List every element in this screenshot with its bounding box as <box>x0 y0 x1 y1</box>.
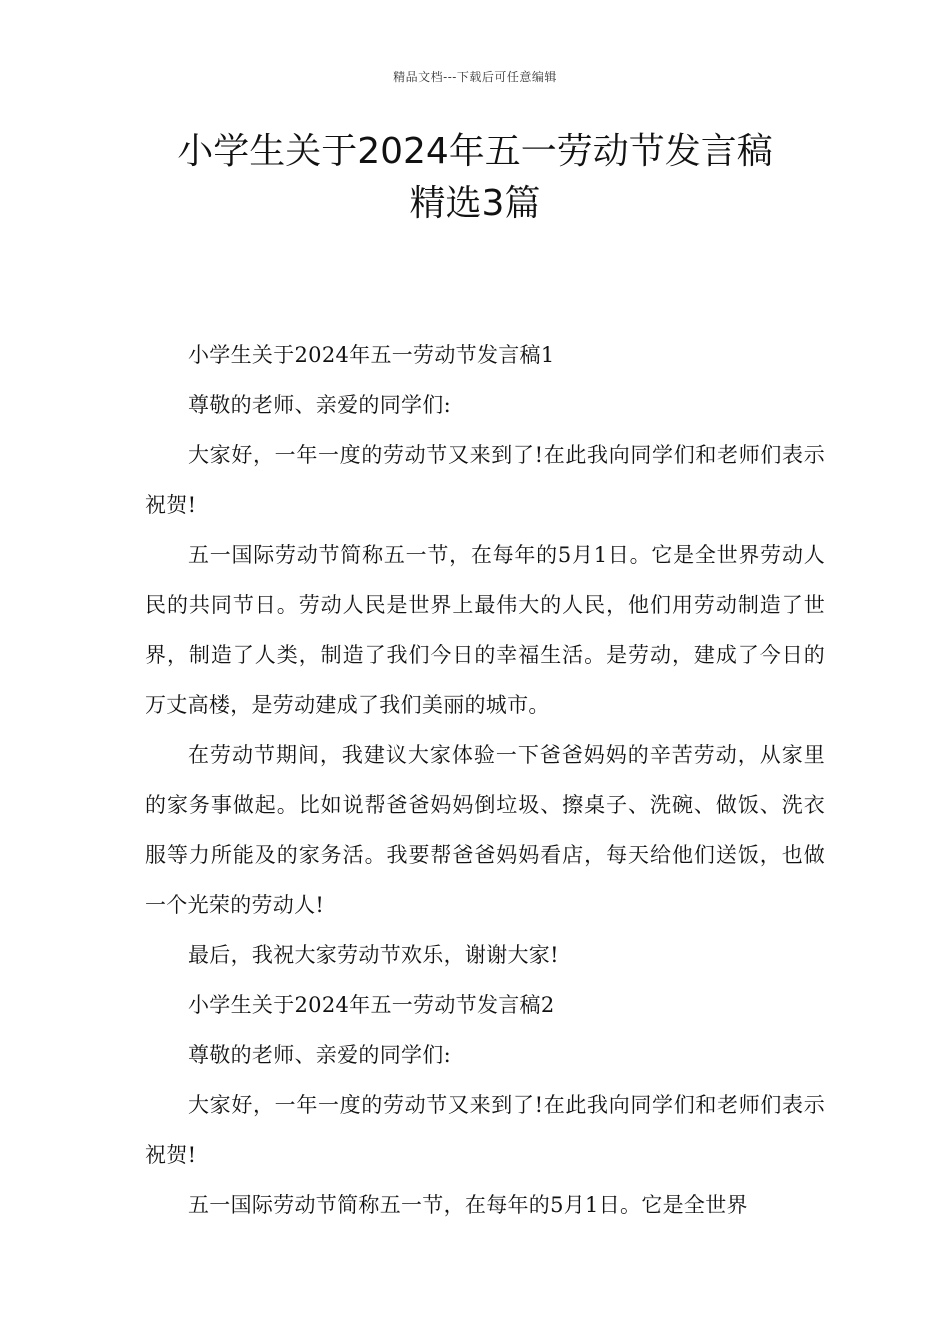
section-heading: 小学生关于2024年五一劳动节发言稿1 <box>188 343 555 367</box>
paragraph: 五一国际劳动节简称五一节，在每年的5月1日。它是全世界劳动人民的共同节日。劳动人民是世界上最伟大的人民，他们用劳动制造了世界，制造了人类，制造了我们今日的幸福生活。是劳动，建成了今日的万丈高楼，是劳动建成了我们美丽的城市。 <box>145 543 825 717</box>
title-line-2: 精选3篇 <box>409 183 541 224</box>
section-heading: 小学生关于2024年五一劳动节发言稿2 <box>188 993 555 1017</box>
salutation: 尊敬的老师、亲爱的同学们: <box>188 393 451 417</box>
header-note: 精品文档---下载后可任意编辑 <box>393 70 557 84</box>
paragraph: 大家好，一年一度的劳动节又来到了!在此我向同学们和老师们表示祝贺! <box>145 1093 825 1167</box>
paragraph: 大家好，一年一度的劳动节又来到了!在此我向同学们和老师们表示祝贺! <box>145 443 825 517</box>
paragraph: 在劳动节期间，我建议大家体验一下爸爸妈妈的辛苦劳动，从家里的家务事做起。比如说帮爸爸妈妈倒垃圾、擦桌子、洗碗、做饭、洗衣服等力所能及的家务活。我要帮爸爸妈妈看店，每天给他们送饭，也做一个光荣的劳动人! <box>145 743 825 917</box>
title-line-1: 小学生关于2024年五一劳动节发言稿 <box>177 131 773 172</box>
closing: 最后，我祝大家劳动节欢乐，谢谢大家! <box>188 943 559 967</box>
paragraph: 五一国际劳动节简称五一节，在每年的5月1日。它是全世界 <box>188 1193 748 1217</box>
salutation: 尊敬的老师、亲爱的同学们: <box>188 1043 451 1067</box>
page-title <box>60 126 890 230</box>
document-body <box>145 330 825 1230</box>
